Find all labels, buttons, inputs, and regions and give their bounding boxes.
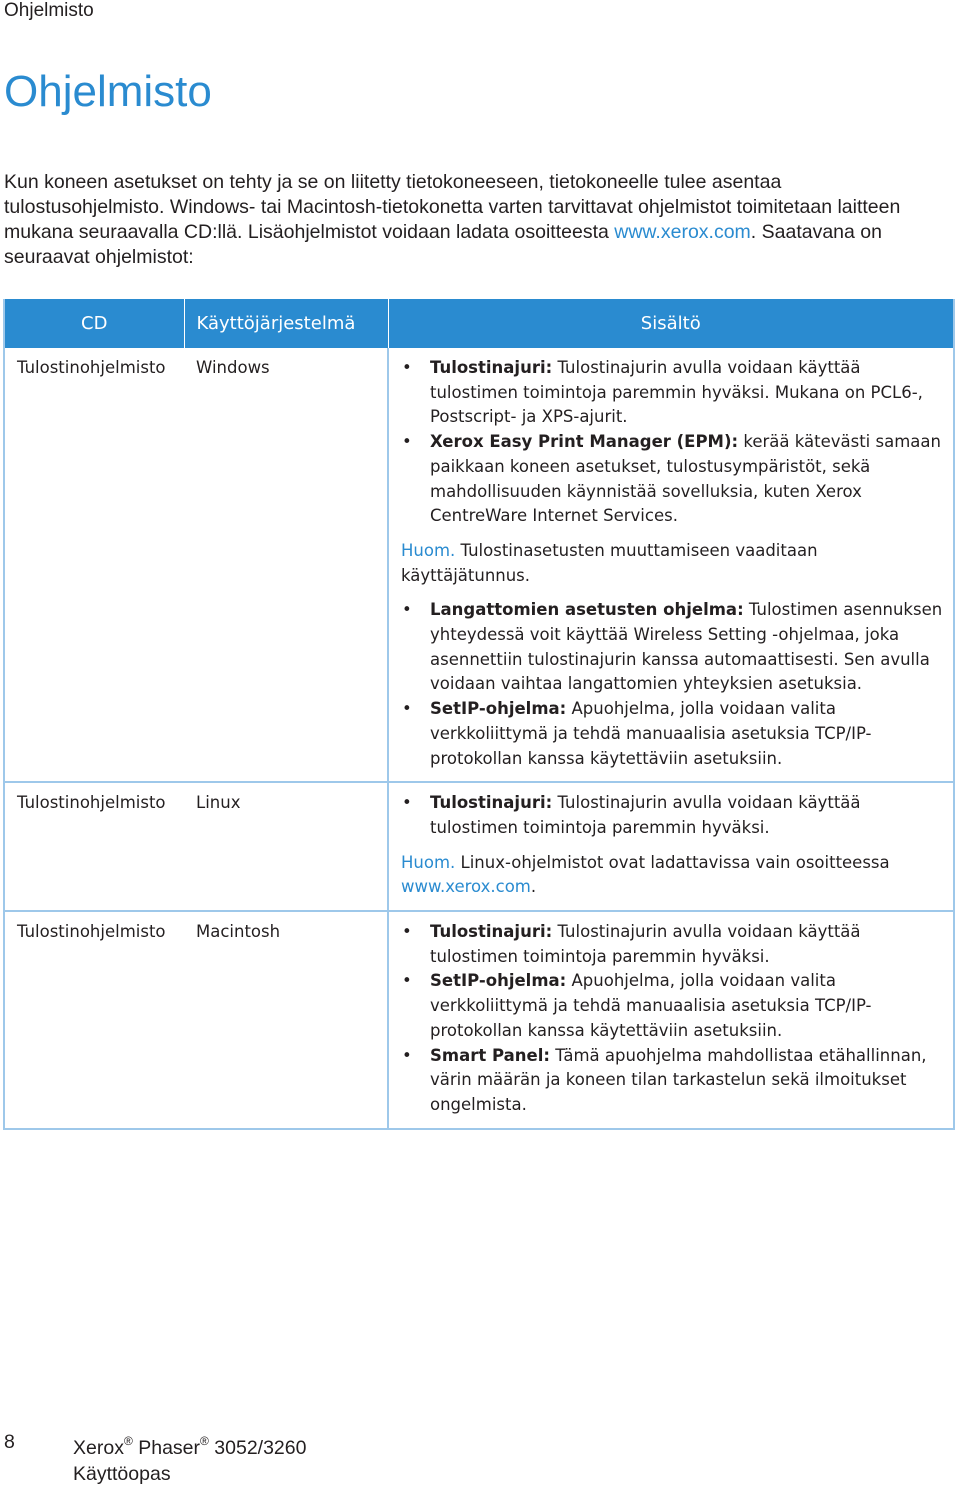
note-label: Huom.: [401, 540, 456, 560]
header-content: Sisältö: [388, 299, 954, 348]
table-header-row: [4, 299, 954, 348]
item-text: Tämä apuohjelma mahdollistaa etähallinnan, värin määrän ja koneen tilan tarkastelun sekä ilmoitukset ongelmista.: [430, 1045, 927, 1114]
cd-cell: Tulostinohjelmisto: [4, 782, 184, 911]
note-text: Linux-ohjelmistot ovat ladattavissa vain osoitteessa: [455, 852, 890, 872]
item-term: Tulostinajuri:: [430, 922, 553, 942]
cd-cell: Tulostinohjelmisto: [17, 358, 166, 377]
os-cell: Windows: [184, 348, 388, 782]
content-list: [401, 920, 943, 1118]
intro-text-end: . Saatavana on seuraavat ohjelmistot:: [4, 221, 882, 268]
intro-text: Kun koneen asetukset on tehty ja se on liitetty tietokoneeseen, tietokoneelle tulee asentaa tulostusohjelmisto. Windows- tai Macintosh-tietokonetta varten tarvittavat ohjelmistot toimitetaan laitteen mukana seuraavalla CD:llä. Lisäohjelmistot voidaan ladata osoitteesta: [4, 171, 901, 243]
item-term: SetIP-ohjelma:: [430, 699, 567, 719]
intro-paragraph: [4, 170, 944, 270]
note: [401, 851, 943, 900]
registered-mark: ®: [123, 1434, 133, 1448]
item-text: kerää kätevästi samaan paikkaan koneen asetukset, tulostusympäristöt, sekä mahdollisuuden käynnistää sovelluksia, kuten Xerox CentreWare Internet Services.: [430, 432, 941, 526]
page-number: 8: [4, 1431, 15, 1453]
list-item: [401, 920, 943, 969]
footer-brand: [73, 1428, 306, 1487]
item-text: Apuohjelma, jolla voidaan valita verkkoliittymä ja tehdä manuaalisia asetuksia TCP/IP-protokollan kanssa käytettäviin asetuksiin.: [430, 971, 872, 1040]
running-head: Ohjelmisto: [4, 0, 94, 21]
cd-cell: Tulostinohjelmisto: [4, 911, 184, 1129]
header-cd: CD: [4, 299, 184, 348]
product-line: Phaser: [138, 1437, 201, 1459]
list-item: [401, 791, 943, 840]
table-row: [4, 911, 954, 1129]
list-item: [401, 697, 943, 771]
item-text: Apuohjelma, jolla voidaan valita verkkoliittymä ja tehdä manuaalisia asetuksia TCP/IP-protokollan kanssa käytettäviin asetuksiin.: [430, 699, 872, 768]
note-label: Huom.: [401, 852, 456, 872]
model-number: 3052/3260: [214, 1437, 307, 1459]
software-table: [3, 299, 955, 1130]
header-os: Käyttöjärjestelmä: [184, 299, 388, 348]
note: [401, 539, 943, 588]
xerox-link[interactable]: www.xerox.com: [401, 877, 531, 897]
item-text: Tulostimen asennuksen yhteydessä voit käyttää Wireless Setting -ohjelmaa, joka asennettiin tulostinajurin kanssa automaattisesti. Sen avulla voidaan vaihtaa langattomien yhteyksien asetuksia.: [430, 600, 943, 694]
list-item: [401, 356, 943, 430]
brand-name: Xerox: [73, 1437, 124, 1459]
list-item: [401, 1044, 943, 1118]
item-text: Tulostinajurin avulla voidaan käyttää tulostimen toimintoja paremmin hyväksi.: [430, 793, 861, 837]
item-term: Langattomien asetusten ohjelma:: [430, 600, 744, 620]
list-item: [401, 430, 943, 529]
os-cell: Macintosh: [184, 911, 388, 1129]
list-item: [401, 969, 943, 1043]
xerox-link[interactable]: www.xerox.com: [614, 221, 751, 243]
content-cell: [388, 348, 954, 782]
item-text: Tulostinajurin avulla voidaan käyttää tulostimen toimintoja paremmin hyväksi. Mukana on PCL6-, Postscript- ja XPS-ajurit.: [430, 358, 923, 427]
item-text: Tulostinajurin avulla voidaan käyttää tulostimen toimintoja paremmin hyväksi.: [430, 922, 861, 966]
content-list: [401, 598, 943, 771]
content-list: [401, 356, 943, 529]
item-term: SetIP-ohjelma:: [430, 971, 567, 991]
table-row: [4, 782, 954, 911]
table-row: [4, 348, 954, 782]
item-term: Tulostinajuri:: [430, 358, 553, 377]
registered-mark: ®: [200, 1434, 209, 1448]
os-cell: Linux: [184, 782, 388, 911]
doc-type: Käyttöopas: [73, 1463, 171, 1485]
item-term: Tulostinajuri:: [430, 793, 553, 813]
content-cell: [388, 911, 954, 1129]
list-item: [401, 598, 943, 697]
content-list: [401, 791, 943, 840]
product-name: [73, 1428, 306, 1461]
content-cell: [388, 782, 954, 911]
item-term: Smart Panel:: [430, 1045, 550, 1065]
note-text: Tulostinasetusten muuttamiseen vaaditaan käyttäjätunnus.: [401, 540, 818, 585]
item-term: Xerox Easy Print Manager (EPM):: [430, 432, 739, 452]
page-title: Ohjelmisto: [4, 67, 212, 116]
note-end: .: [530, 877, 537, 897]
